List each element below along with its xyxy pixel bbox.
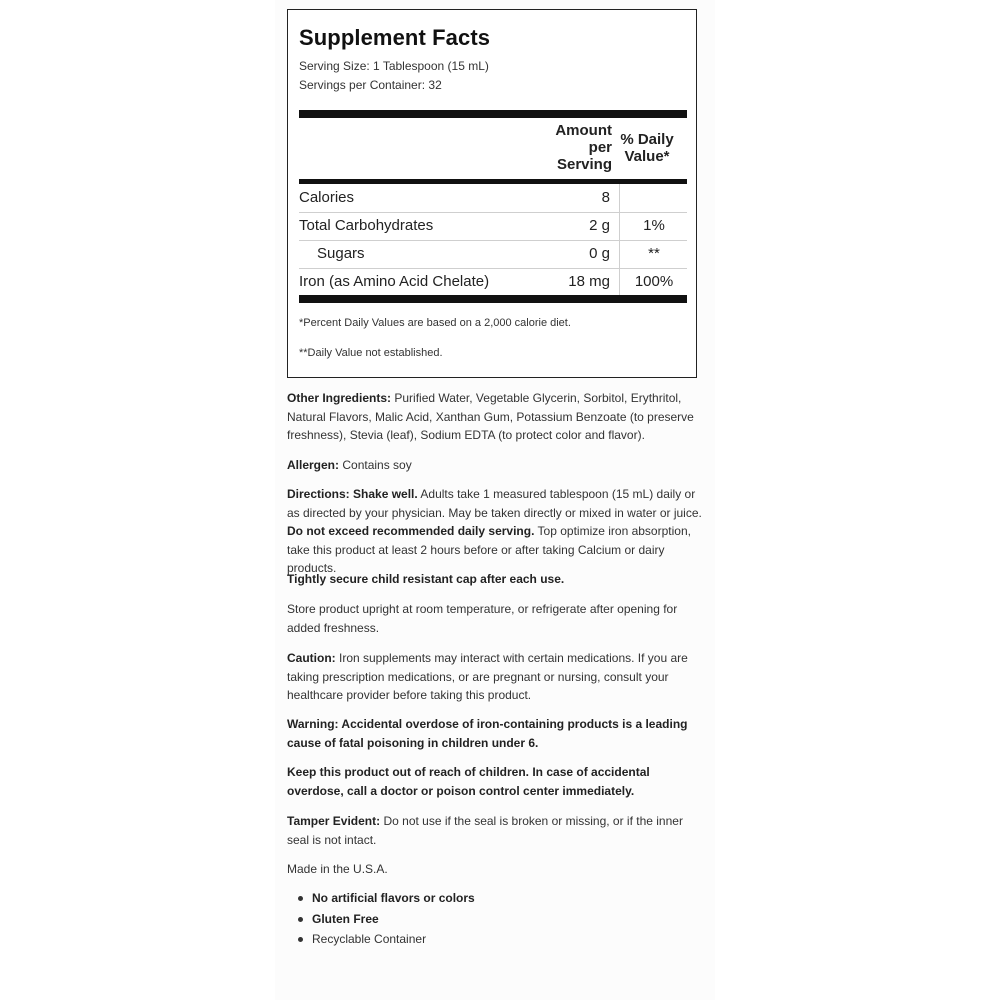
other-ingredients-text: Purified Water, Vegetable Glycerin, Sorbitol, Erythritol, Natural Flavors, Malic Acid, Xanthan Gum, Potassium Benzoate (to preserve freshness), Stevia (leaf), Sodium EDTA (to protect color and flavor). [287, 391, 694, 442]
nutrient-amount: 18 mg [568, 273, 610, 290]
directions-warning: Do not exceed recommended daily serving. [287, 524, 535, 538]
nutrient-amount: 2 g [589, 217, 610, 234]
storage-instruction: Store product upright at room temperature, or refrigerate after opening for added freshness. [287, 602, 678, 635]
amount-per-serving-header: Amount per Serving [555, 122, 612, 173]
tamper-evident-text: Do not use if the seal is broken or missing, or if the inner seal is not intact. [287, 814, 683, 847]
servings-per-container: Servings per Container: 32 [299, 78, 442, 92]
divider-thick [299, 295, 687, 303]
feature-list [298, 888, 475, 950]
daily-value-header: % Daily Value* [620, 131, 674, 165]
nutrient-daily-value: 100% [634, 273, 674, 290]
facts-row-total-carbohydrates [299, 212, 687, 240]
other-ingredients [287, 389, 707, 445]
made-in: Made in the U.S.A. [287, 862, 388, 876]
nutrient-name: Iron (as Amino Acid Chelate) [299, 273, 490, 290]
warning-text: Warning: Accidental overdose of iron-containing products is a leading cause of fatal poisoning in children under 6. [287, 717, 688, 750]
directions-text: Adults take 1 measured tablespoon (15 mL) daily or as directed by your physician. May be taken directly or mixed in water or juice. [287, 487, 702, 520]
serving-size: Serving Size: 1 Tablespoon (15 mL) [299, 59, 489, 73]
list-item: Recyclable Container [298, 929, 475, 950]
keep-out-of-reach-text: Keep this product out of reach of children. In case of accidental overdose, call a doctor or poison control center immediately. [287, 765, 650, 798]
nutrient-daily-value: 1% [643, 217, 665, 234]
nutrient-amount: 8 [601, 189, 610, 206]
directions [287, 485, 707, 578]
directions-text-2: Top optimize iron absorption, take this product at least 2 hours before or after taking Calcium or dairy products. [287, 524, 691, 575]
facts-row-calories [299, 184, 687, 212]
list-item: Gluten Free [298, 909, 475, 930]
allergen [287, 456, 707, 475]
footnote-not-established: **Daily Value not established. [299, 347, 443, 359]
cap-instruction-text: Tightly secure child resistant cap after each use. [287, 572, 565, 586]
list-item: No artificial flavors or colors [298, 888, 475, 909]
facts-row-sugars [299, 240, 687, 268]
allergen-text: Contains soy [339, 458, 412, 472]
facts-row-iron [299, 268, 687, 296]
tamper-evident-label: Tamper Evident: [287, 814, 381, 828]
caution-label: Caution: [287, 651, 336, 665]
tamper-evident [287, 812, 707, 849]
facts-title: Supplement Facts [299, 25, 491, 50]
keep-out-of-reach [287, 763, 707, 800]
cap-instruction [287, 570, 707, 589]
nutrient-name: Total Carbohydrates [299, 217, 434, 234]
allergen-label: Allergen: [287, 458, 340, 472]
caution [287, 649, 707, 705]
nutrient-name: Calories [299, 189, 355, 206]
divider-thick [299, 110, 687, 118]
caution-text: Iron supplements may interact with certain medications. If you are taking prescription medications, or are pregnant or nursing, consult your healthcare provider before taking this product. [287, 651, 688, 702]
directions-label: Directions: Shake well. [287, 487, 418, 501]
nutrient-daily-value: ** [648, 245, 660, 262]
nutrient-name: Sugars [317, 245, 365, 262]
warning [287, 715, 707, 752]
footnote-percent-daily: *Percent Daily Values are based on a 2,000 calorie diet. [299, 317, 571, 329]
supplement-facts-panel [287, 9, 697, 378]
other-ingredients-label: Other Ingredients: [287, 391, 392, 405]
nutrient-amount: 0 g [589, 245, 610, 262]
